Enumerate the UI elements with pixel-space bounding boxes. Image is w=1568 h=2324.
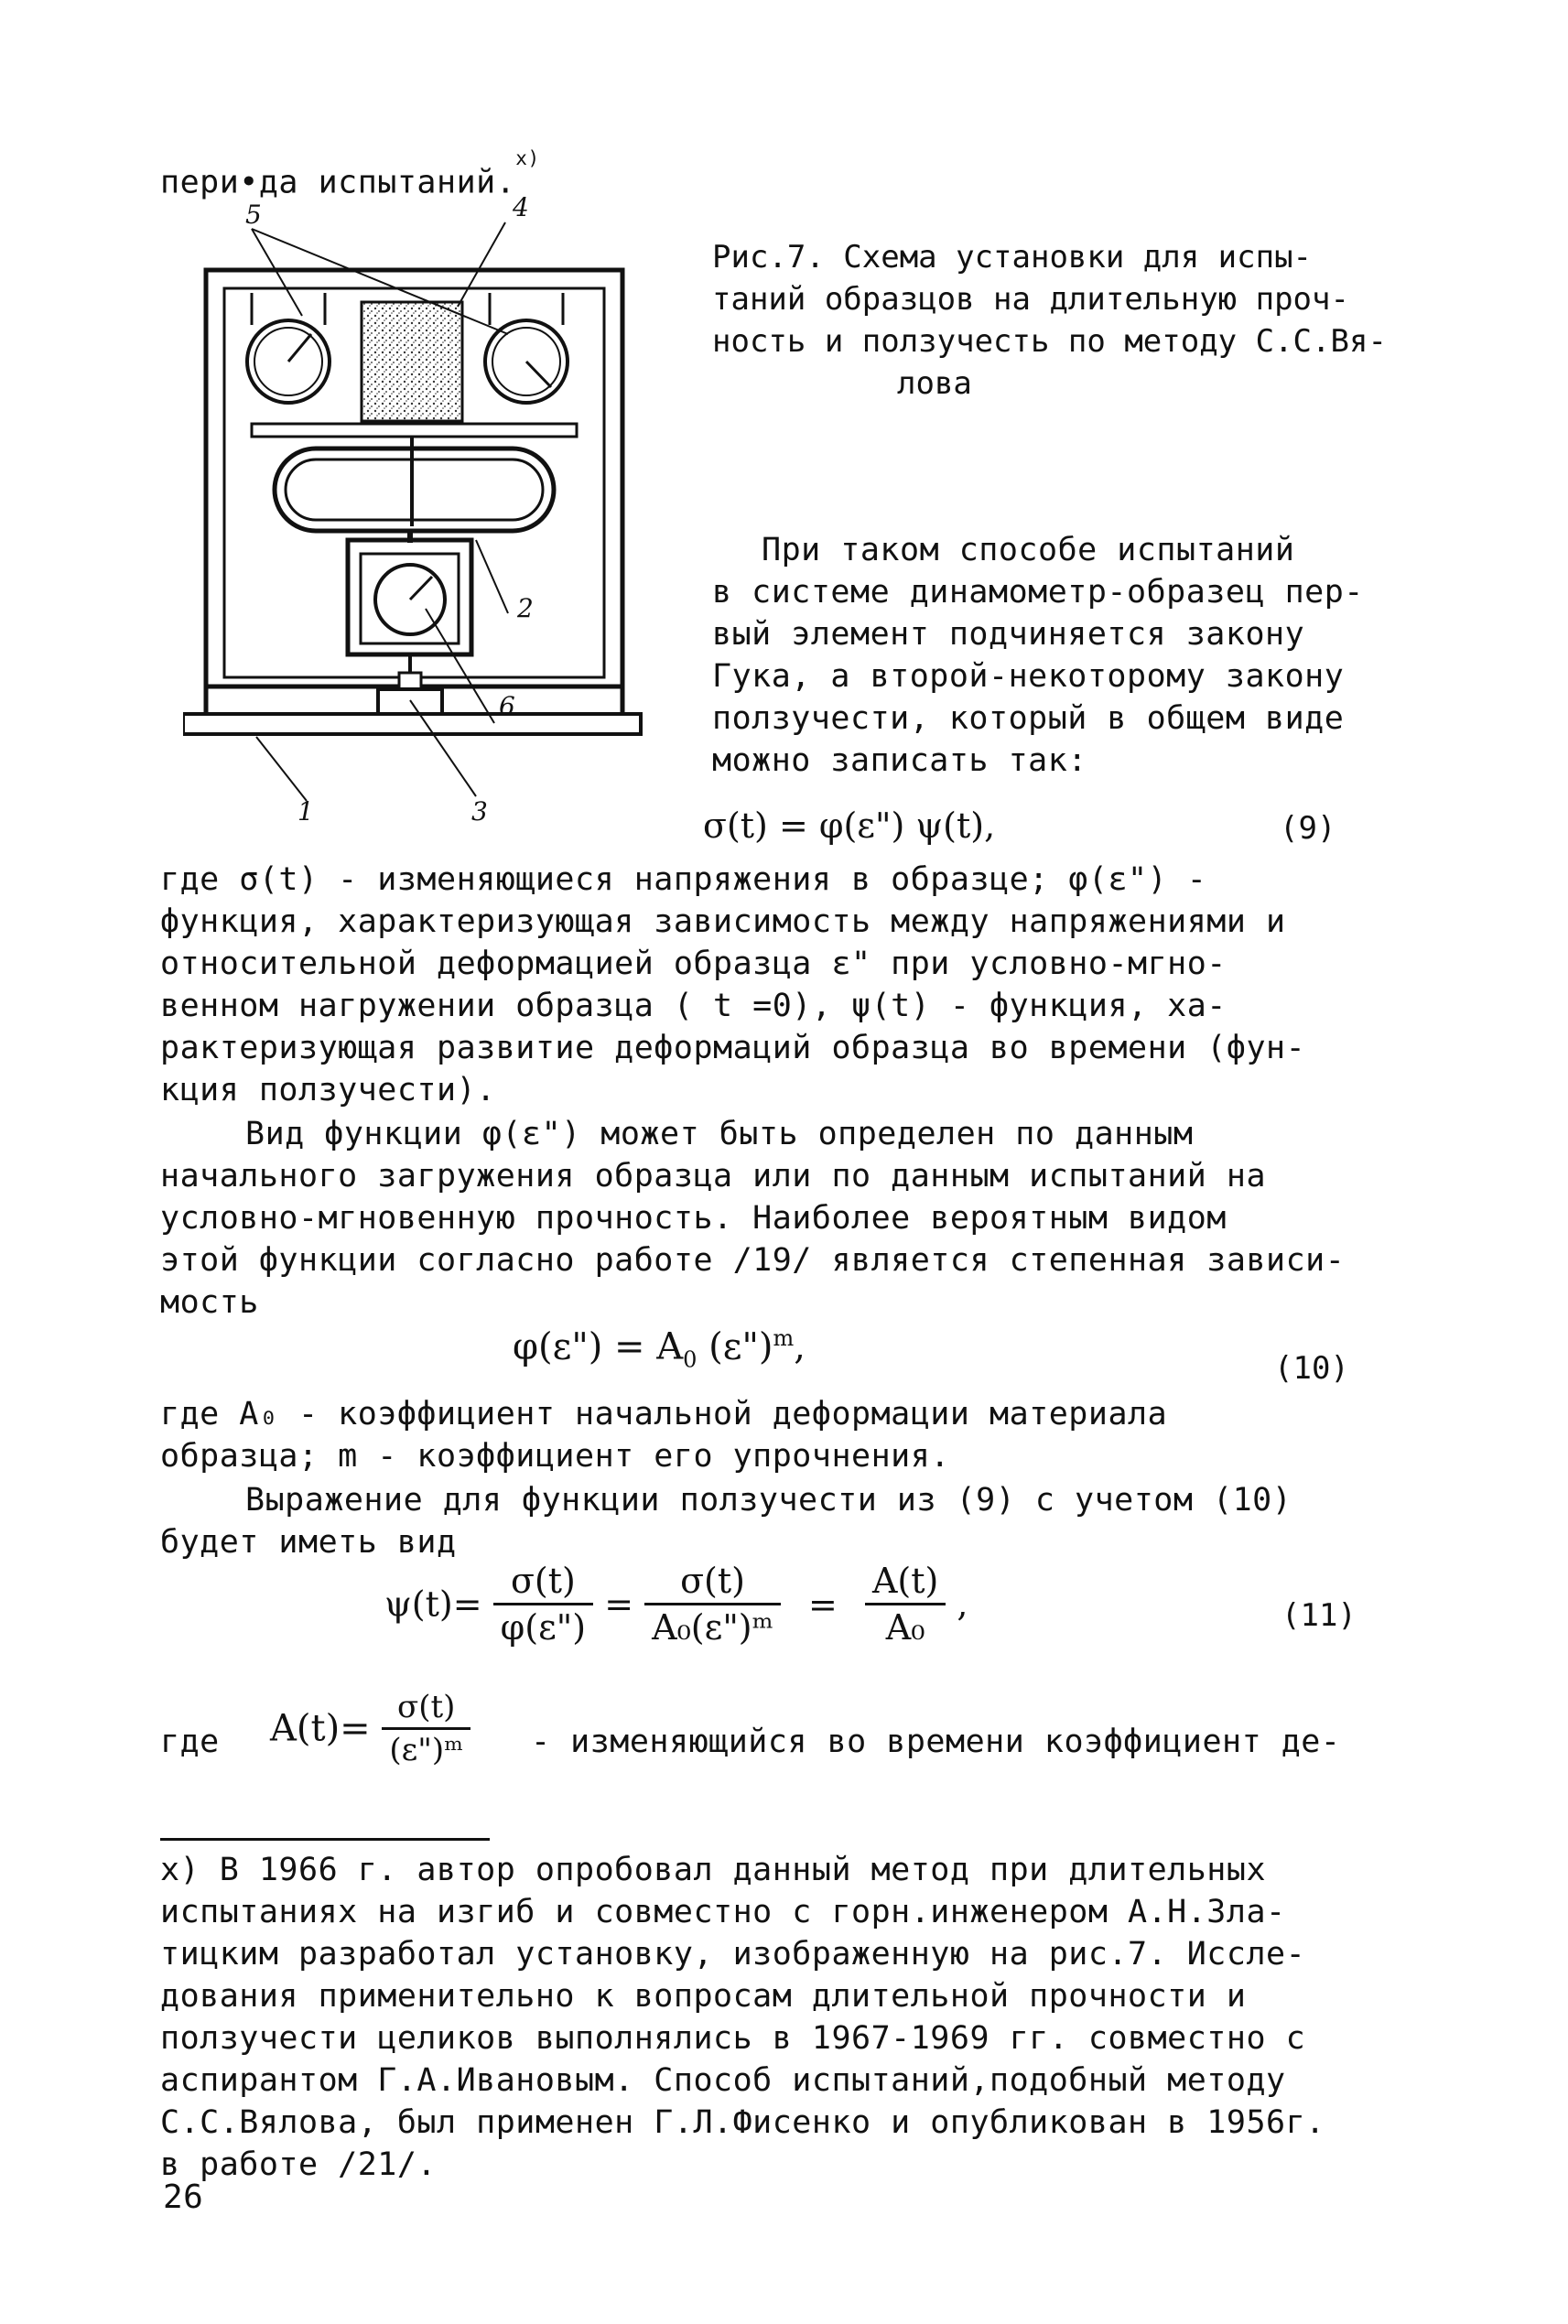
equation-11 <box>384 1561 968 1648</box>
para4-line-2: будет иметь вид <box>160 1524 457 1561</box>
equation-11-f2-num: σ(t) <box>644 1561 781 1605</box>
label-1: 1 <box>297 796 314 827</box>
footnote-line-8: в работе /21/. <box>160 2146 438 2183</box>
label-3: 3 <box>471 796 488 827</box>
para2-line-2: начального загружения образца или по данным испытаний на <box>160 1158 1267 1194</box>
equation-10-sub: 0 <box>683 1346 697 1373</box>
page-number: 26 <box>163 2178 204 2216</box>
label-6: 6 <box>499 691 515 721</box>
equation-11-f2-den: A₀(ε")ᵐ <box>652 1607 773 1648</box>
equation-10-right: (ε") <box>697 1325 773 1368</box>
figure-caption-line-4: лова <box>897 365 972 402</box>
eq12-suffix: - изменяющийся во времени коэффициент де- <box>531 1724 1341 1760</box>
para1-line-1: где σ(t) - изменяющиеся напряжения в образце; φ(ε") - <box>160 861 1207 898</box>
footnote-line-1: x) В 1966 г. автор опробовал данный метод при длительных <box>160 1852 1267 1888</box>
equation-11-f1-den: φ(ε") <box>500 1607 587 1648</box>
equation-9-number: (9) <box>1280 810 1336 847</box>
load-plate <box>252 424 577 437</box>
equation-11-eq2: = <box>808 1584 838 1625</box>
equation-11-number: (11) <box>1281 1597 1357 1634</box>
equation-9: σ(t) = φ(ε") ψ(t), <box>703 805 996 846</box>
top-line-footnote-mark: x) <box>515 147 540 169</box>
equation-11-f1-num: σ(t) <box>493 1561 593 1605</box>
footnote-line-2: испытаниях на изгиб и совместно с горн.инженером А.Н.Зла- <box>160 1894 1286 1930</box>
eq12-prefix: где <box>160 1724 220 1760</box>
footnote-line-7: С.С.Вялова, был применен Г.Л.Фисенко и опубликован в 1956г. <box>160 2104 1325 2141</box>
para1-line-4: венном нагружении образца ( t =0), ψ(t) - функция, ха- <box>160 988 1227 1024</box>
footnote-line-3: тицким разработал установку, изображенную на рис.7. Иссле- <box>160 1936 1306 1973</box>
right-para-line-2: в системе динамометр-образец пер- <box>712 574 1364 611</box>
specimen <box>362 302 462 421</box>
footnote-separator <box>160 1838 490 1841</box>
figure-caption-line-3: ность и ползучесть по методу С.С.Вя- <box>712 323 1387 360</box>
equation-12-lhs: A(t)= <box>270 1707 371 1750</box>
equation-12 <box>270 1689 470 1768</box>
para1-line-5: рактеризующая развитие деформаций образца во времени (фун- <box>160 1030 1306 1066</box>
para2-line-5: мость <box>160 1284 259 1321</box>
equation-11-lhs: ψ(t)= <box>384 1584 482 1625</box>
equation-10 <box>513 1325 806 1372</box>
apparatus-diagram <box>183 197 696 828</box>
equation-12-fraction <box>382 1689 470 1768</box>
right-para-line-5: ползучести, который в общем виде <box>712 700 1345 737</box>
equation-10-number: (10) <box>1274 1350 1349 1387</box>
para3-line-2: образца; m - коэффициент его упрочнения. <box>160 1438 950 1475</box>
equation-10-left: φ(ε") = A <box>513 1325 684 1368</box>
para2-line-4: этой функции согласно работе /19/ является степенная зависи- <box>160 1242 1346 1279</box>
equation-10-sup: m <box>773 1325 795 1351</box>
para1-line-3: относительной деформацией образца ε" при условно-мгно- <box>160 946 1227 982</box>
top-line-text: пери•да испытаний. <box>160 164 516 201</box>
label-4: 4 <box>513 192 529 222</box>
equation-11-f3-den: A₀ <box>885 1607 925 1648</box>
equation-11-fraction-2 <box>644 1561 781 1648</box>
para2-line-1: Вид функции φ(ε") может быть определен по данным <box>245 1116 1194 1152</box>
figure-caption-line-2: таний образцов на длительную проч- <box>712 281 1349 318</box>
para4-line-1: Выражение для функции ползучести из (9) с учетом (10) <box>245 1482 1292 1519</box>
footnote-line-6: аспирантом Г.А.Ивановым. Способ испытаний,подобный методу <box>160 2062 1286 2099</box>
equation-12-den: (ε")ᵐ <box>389 1732 464 1768</box>
base-plate <box>183 714 641 734</box>
equation-11-tail: , <box>957 1584 968 1625</box>
label-2: 2 <box>517 593 534 623</box>
para3-line-1: где A₀ - коэффициент начальной деформации материала <box>160 1396 1168 1432</box>
label-5: 5 <box>245 200 262 230</box>
equation-10-tail: , <box>794 1325 806 1368</box>
equation-12-num: σ(t) <box>382 1689 470 1730</box>
para1-line-2: функция, характеризующая зависимость между напряжениями и <box>160 903 1286 940</box>
footnote-line-5: ползучести целиков выполнялись в 1967-1969 гг. совместно с <box>160 2020 1306 2057</box>
right-para-line-3: вый элемент подчиняется закону <box>712 616 1305 653</box>
equation-11-f3-num: A(t) <box>865 1561 946 1605</box>
para2-line-3: условно-мгновенную прочность. Наиболее вероятным видом <box>160 1200 1227 1237</box>
para1-line-6: кция ползучести). <box>160 1072 496 1108</box>
figure-caption-line-1: Рис.7. Схема установки для испы- <box>712 239 1313 276</box>
footnote-line-4: дования применительно к вопросам длительной прочности и <box>160 1978 1247 2015</box>
equation-11-fraction-1 <box>493 1561 593 1648</box>
right-para-line-4: Гука, а второй-некоторому закону <box>712 658 1345 695</box>
equation-11-fraction-3 <box>865 1561 946 1648</box>
right-para-line-1: При таком способе испытаний <box>762 532 1295 568</box>
right-para-line-6: можно записать так: <box>712 742 1087 779</box>
equation-11-eq: = <box>604 1584 634 1625</box>
